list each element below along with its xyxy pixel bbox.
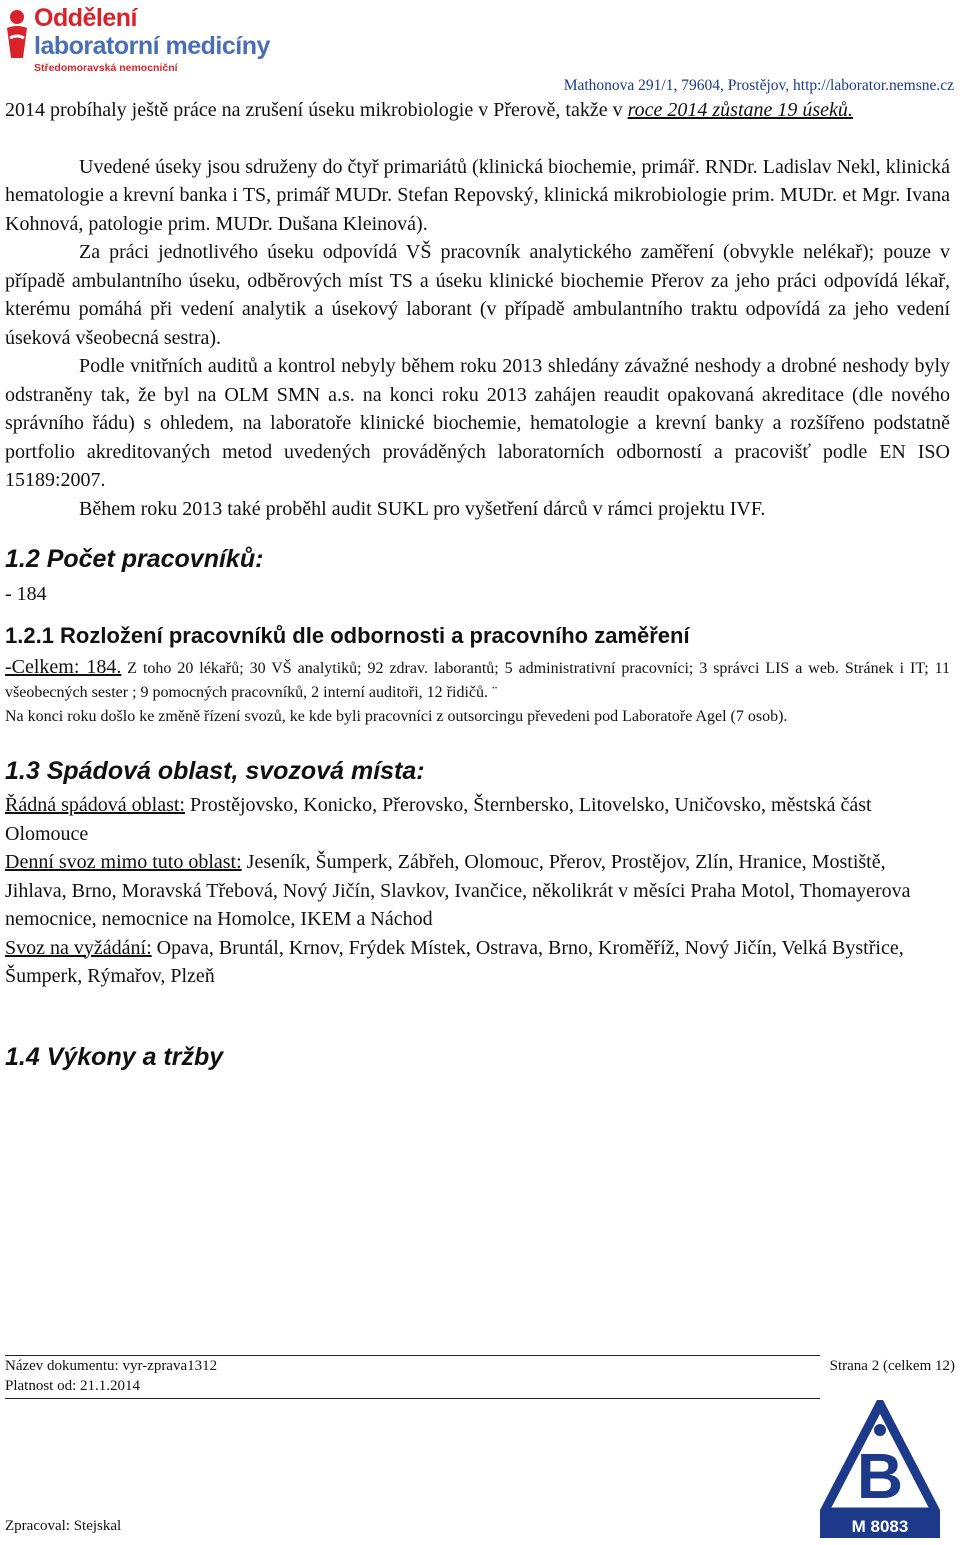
daily-pickup-text: Jeseník, Šumperk, Zábřeh, Olomouc, Přerov, Prostějov, Zlín, Hranice, Mostiště, Jihlava, Brno, Moravská Třebová, Nový Jičín, Slavkov, Ivančice, několikrát v měsíci Praha Motol, Thomayerova nemocnice, nemocnice na Homolce, IKEM a Náchod <box>5 851 911 930</box>
footer-row-2 <box>5 1378 955 1395</box>
heading-1-2-1: 1.2.1 Rozložení pracovníků dle odbornosti a pracovního zaměření <box>5 623 690 648</box>
paragraph-sukl-audit: Během roku 2013 také proběhl audit SUKL pro vyšetření dárců v rámci projektu IVF. <box>79 497 766 520</box>
regular-area-label: Řádná spádová oblast: <box>5 794 185 816</box>
staff-total: -Celkem: 184. <box>5 655 122 678</box>
heading-1-4: 1.4 Výkony a tržby <box>5 1042 224 1071</box>
svg-text:B: B <box>856 1440 904 1512</box>
staff-note: Na konci roku došlo ke změně řízení svozů, ke kde byli pracovníci z outsorcingu převedeni pod Laboratoře Agel (7 osob). <box>5 707 788 725</box>
department-logo <box>4 6 274 76</box>
footer-processed-by: Zpracoval: Stejskal <box>5 1518 122 1534</box>
logo-title: Oddělení <box>34 4 137 32</box>
footer-divider <box>5 1398 820 1399</box>
paragraph-audits: Podle vnitřních auditů a kontrol nebyly během roku 2013 shledány závažné neshody a drobné neshody byly odstraněny tak, že byl na OLM SMN a.s. na konci roku 2013 zahájen reaudit opakovaná akreditace (dle nového správního řádu) s ohledem, na laboratoře klinické biochemie, hematologie a krevní banky a rozšířeno podstatně portfolio akreditovaných metod uvedených prováděných laboratorních odborností a pracovišť podle EN ISO 15189:2007. <box>5 355 950 491</box>
daily-pickup <box>5 848 950 934</box>
footer-valid-from: Platnost od: 21.1.2014 <box>5 1378 141 1394</box>
footer-page-number: Strana 2 (celkem 12) <box>829 1358 955 1374</box>
on-request-text: Opava, Bruntál, Krnov, Frýdek Místek, Ostrava, Brno, Kroměříž, Nový Jičín, Velká Bystřice, Šumperk, Rýmařov, Plzeň <box>5 936 904 987</box>
logo-figure-icon <box>4 8 30 60</box>
paragraph-sections <box>5 96 950 125</box>
on-request-pickup <box>5 934 950 991</box>
document-body <box>5 96 950 1071</box>
staff-breakdown <box>5 655 950 705</box>
regular-area <box>5 791 950 848</box>
worker-count: - 184 <box>5 582 47 605</box>
p1-emphasis: roce 2014 zůstane 19 úseků. <box>627 99 853 121</box>
footer-divider-top <box>5 1355 820 1356</box>
paragraph-responsibility: Za práci jednotlivého úseku odpovídá VŠ pracovník analytického zaměření (obvykle nelékař); pouze v případě ambulantního úseku, odběrových míst TS a úseku klinické biochemie Přerov za jeho práci odpovídá lékař, kterému pomáhá při vedení analytik a úsekový laborant (v případě ambulantního traktu odpovídá za jeho vedení úseková všeobecná sestra). <box>5 241 950 349</box>
accreditation-number: M 8083 <box>820 1516 940 1538</box>
accreditation-logo <box>820 1400 940 1540</box>
accreditation-triangle-icon <box>820 1400 940 1516</box>
header-address: Mathonova 291/1, 79604, Prostějov, http://laborator.nemsne.cz <box>563 77 954 94</box>
p1-text: 2014 probíhaly ještě práce na zrušení úseku mikrobiologie v Přerově, takže v <box>5 99 628 121</box>
staff-detail: Z toho 20 lékařů; 30 VŠ analytiků; 92 zdrav. laborantů; 5 administrativní pracovníci; 3 správci LIS a web. Stránek i IT; 11 všeobecných sester ; 9 pomocných pracovníků, 2 interní auditoři, 12 řidičů. ¨ <box>5 659 950 701</box>
footer-doc-name: Název dokumentu: vyr-zprava1312 <box>5 1358 218 1374</box>
daily-pickup-label: Denní svoz mimo tuto oblast: <box>5 851 242 873</box>
logo-subtitle: laboratorní medicíny <box>34 32 270 60</box>
footer-row-3 <box>5 1518 955 1535</box>
heading-1-3: 1.3 Spádová oblast, svozová místa: <box>5 756 425 785</box>
on-request-label: Svoz na vyžádání: <box>5 936 152 959</box>
footer-row-1 <box>5 1358 955 1375</box>
logo-org: Středomoravská nemocniční <box>34 62 178 74</box>
regular-area-text: Prostějovsko, Konicko, Přerovsko, Šternbersko, Litovelsko, Uničovsko, městská část Olomouce <box>5 794 872 845</box>
heading-1-2: 1.2 Počet pracovníků: <box>5 545 264 573</box>
paragraph-primariates: Uvedené úseky jsou sdruženy do čtyř primariátů (klinická biochemie, primář. RNDr. Ladislav Nekl, klinická hematologie a krevní banka i TS, primář MUDr. Stefan Repovský, klinická mikrobiologie prim. MUDr. et Mgr. Ivana Kohnová, patologie prim. MUDr. Dušana Kleinová). <box>5 155 950 235</box>
